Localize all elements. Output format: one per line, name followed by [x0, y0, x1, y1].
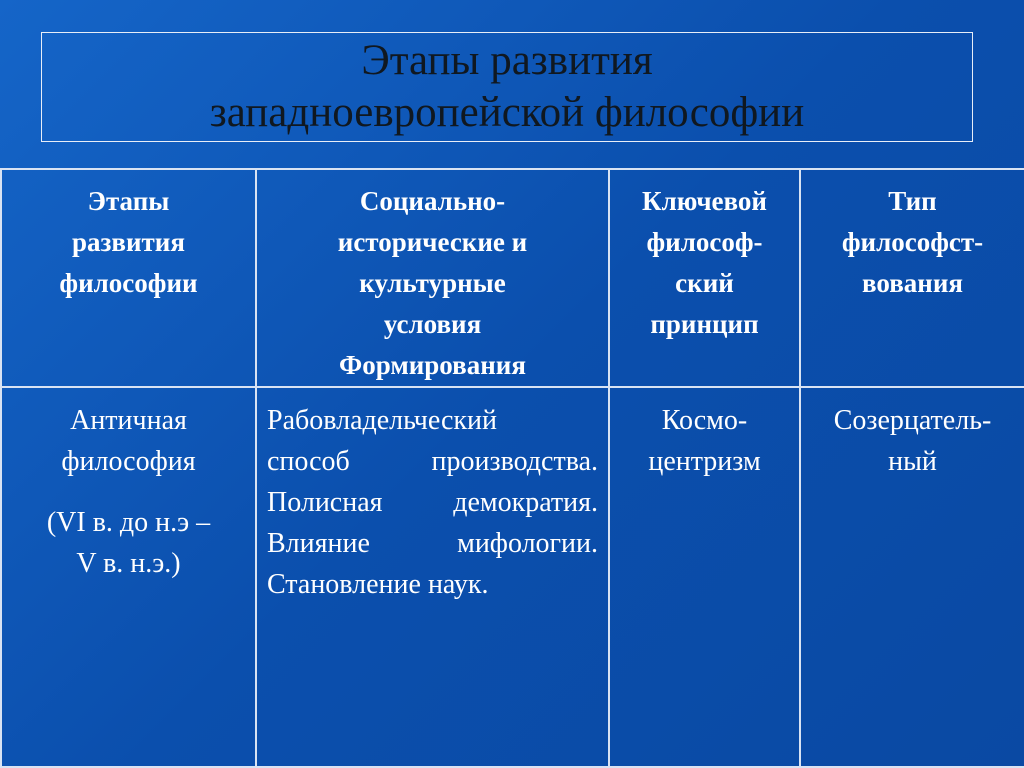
cell-text: Космо- [661, 405, 748, 436]
cell-text: центризм [648, 446, 761, 477]
table-row [1, 387, 1024, 767]
header-text: Тип [888, 186, 937, 216]
header-text: философии [59, 268, 198, 298]
header-principle [609, 169, 800, 387]
cell-stage [1, 387, 256, 767]
header-text: ский [675, 268, 734, 298]
cell-text: философия [61, 446, 196, 477]
header-row [1, 169, 1024, 387]
cell-text: Рабовладельческий [267, 405, 497, 436]
cell-type [800, 387, 1024, 767]
slide-title-line-1: Этапы развития [361, 37, 653, 84]
header-stages [1, 169, 256, 387]
slide-title-line-2: западноевропейской философии [209, 89, 805, 136]
cell-text: Античная [70, 405, 187, 436]
cell-text: Влияние мифологии. [267, 528, 598, 559]
header-text: вования [861, 268, 964, 298]
header-conditions [256, 169, 609, 387]
header-text: исторические и [337, 227, 528, 257]
cell-text: ный [888, 446, 937, 477]
header-text: философ- [646, 227, 763, 257]
title-frame [41, 32, 973, 142]
header-type [800, 169, 1024, 387]
header-text: условия [383, 309, 482, 339]
cell-principle [609, 387, 800, 767]
cell-text: Становление наук. [267, 569, 489, 600]
cell-text: Созерцатель- [833, 405, 992, 436]
header-text: развития [72, 227, 185, 257]
header-text: Социально- [359, 186, 506, 216]
header-text: Этапы [87, 186, 170, 216]
cell-conditions [256, 387, 609, 767]
cell-text: способ производства. [267, 446, 598, 477]
conditions-text [257, 400, 608, 605]
header-text: Ключевой [642, 186, 767, 216]
header-text: Формирования [339, 350, 526, 380]
header-text: философст- [841, 227, 984, 257]
stages-table [0, 168, 1024, 768]
cell-period: (VI в. до н.э – [46, 507, 211, 538]
header-text: культурные [359, 268, 506, 298]
cell-text: Полисная демократия. [267, 487, 598, 518]
header-text: принцип [650, 309, 759, 339]
cell-period: V в. н.э.) [76, 548, 181, 579]
